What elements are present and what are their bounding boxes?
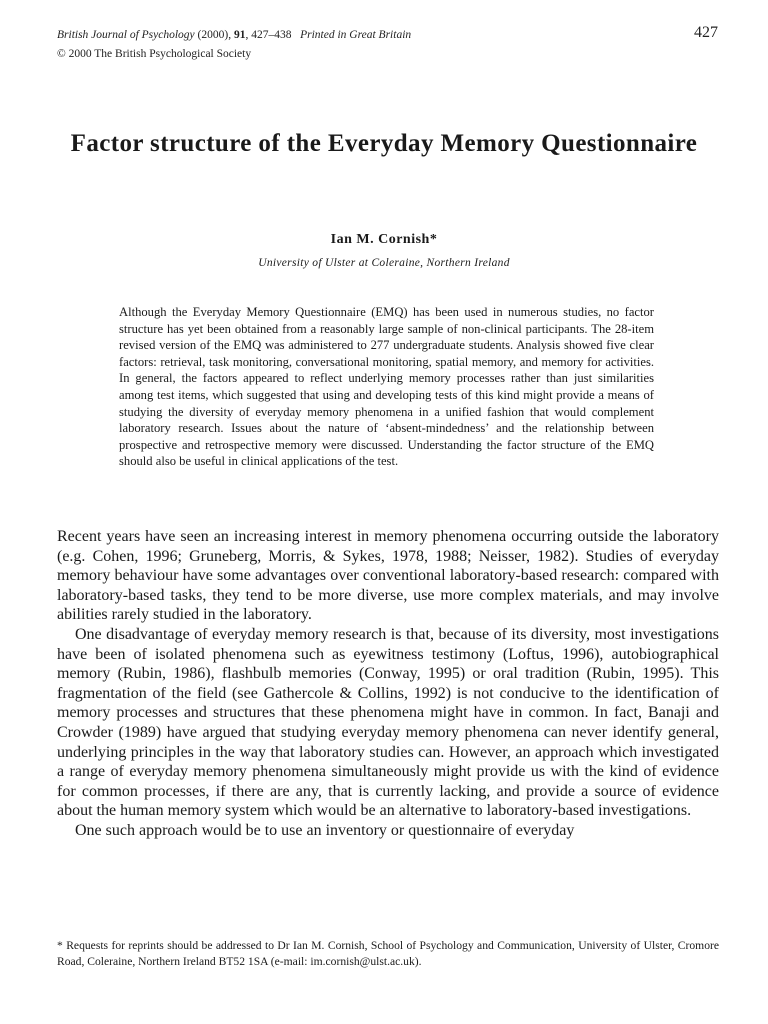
footnote: * Requests for reprints should be addressed to Dr Ian M. Cornish, School of Psychology and Communication, University of Ulster, Cromore Road, Coleraine, Northern Ireland BT52 1SA (e-mail: im.cornish@ulst.ac.uk). <box>57 939 719 968</box>
journal-name: British Journal of Psychology <box>57 29 195 41</box>
printed-note: Printed in Great Britain <box>300 29 412 41</box>
copyright-line: © 2000 The British Psychological Society <box>57 48 252 60</box>
body-paragraph: One such approach would be to use an inventory or questionnaire of everyday <box>75 821 575 839</box>
journal-year: (2000), <box>194 29 234 41</box>
abstract: Although the Everyday Memory Questionnaire (EMQ) has been used in numerous studies, no factor structure has yet been obtained from a reasonably large sample of non-clinical participants. The 28-item revised version of the EMQ was administered to 277 undergraduate students. Analysis showed five clear factors: retrieval, task monitoring, conversational monitoring, spatial memory, and memory for activities. In general, the factors appeared to reflect underlying memory processes rather than just similarities among test items, which suggested that using and developing tests of this kind might provide a means of studying the diversity of everyday memory phenomena in a unified fashion that would complement laboratory research. Issues about the nature of ‘absent-mindedness’ and the relationship between prospective and retrospective memory were discussed. Understanding the factor structure of the EMQ should also be useful in clinical applications of the test. <box>119 305 654 469</box>
body-paragraph: One disadvantage of everyday memory research is that, because of its diversity, most investigations have been of isolated phenomena such as eyewitness testimony (Loftus, 1996), autobiographical memory (Rubin, 1986), flashbulb memories (Conway, 1995) or oral tradition (Rubin, 1995). This fragmentation of the field (see Gathercole & Collins, 1992) is not conducive to the identification of memory processes and structures that these phenomena might have in common. In fact, Banaji and Crowder (1989) have argued that studying everyday memory phenomena can never identify general, underlying principles in the way that laboratory studies can. However, an approach which investigated a range of everyday memory phenomena simultaneously might provide us with the kind of evidence for common processes, if there are any, that is currently lacking, and provide a source of evidence about the human memory system which would be an alternative to laboratory-based investigations. <box>57 625 719 820</box>
body-text <box>57 527 719 841</box>
journal-pages: , 427–438 <box>245 29 292 41</box>
article-title: Factor structure of the Everyday Memory Questionnaire <box>70 130 698 157</box>
author-affiliation: University of Ulster at Coleraine, Northern Ireland <box>258 257 510 269</box>
author-name: Ian M. Cornish* <box>330 232 438 247</box>
journal-citation <box>57 28 411 42</box>
journal-volume: 91 <box>233 29 246 41</box>
page-number: 427 <box>694 24 718 41</box>
body-paragraph: Recent years have seen an increasing interest in memory phenomena occurring outside the laboratory (e.g. Cohen, 1996; Gruneberg, Morris, & Sykes, 1978, 1988; Neisser, 1982). Studies of everyday memory behaviour have some advantages over conventional laboratory-based research: compared with laboratory-based tasks, they tend to be more diverse, use more complex materials, and may involve abilities rarely studied in the laboratory. <box>57 528 719 624</box>
